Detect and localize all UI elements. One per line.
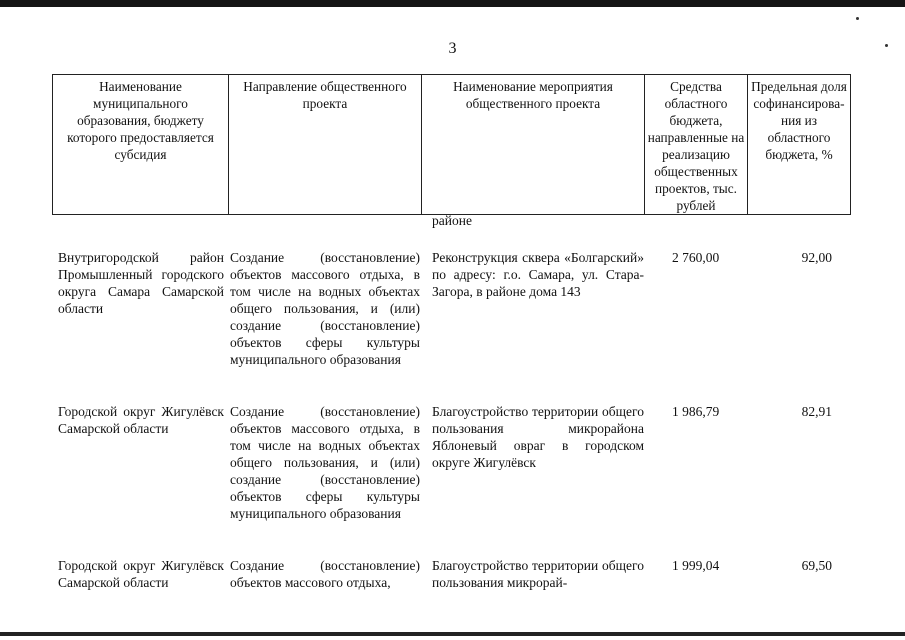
header-event: Наименование мероприятия общественного проекта bbox=[422, 75, 645, 215]
header-share: Предельная доля софинансирования из областного бюджета, % bbox=[748, 75, 851, 215]
scan-top-border bbox=[0, 0, 905, 7]
scan-speck bbox=[856, 17, 859, 20]
row-share: 92,00 bbox=[801, 250, 832, 265]
scan-bottom-border bbox=[0, 632, 905, 636]
row-event: Реконструкция сквера «Болгарский» по адресу: г.о. Самара, ул. Стара-Загора, в районе дома 143 bbox=[432, 250, 644, 299]
continuation-text: районе bbox=[432, 213, 472, 228]
row-municipality: Городской округ Жигулёвск Самарской области bbox=[58, 558, 224, 590]
row-amount: 2 760,00 bbox=[672, 250, 720, 265]
row-amount: 1 999,04 bbox=[672, 558, 720, 573]
row-direction: Создание (восстановление) объектов массового отдыха, в том числе на водных объектах общего пользования, и (или) создание (восстановление) объектов сферы культуры муниципального образования bbox=[230, 404, 420, 521]
row-direction: Создание (восстановление) объектов массового отдыха, bbox=[230, 558, 420, 590]
header-municipality: Наименование муниципального образования, бюджету которого предоставляется субсидия bbox=[53, 75, 229, 215]
row-share: 69,50 bbox=[801, 558, 832, 573]
row-municipality: Городской округ Жигулёвск Самарской области bbox=[58, 404, 224, 436]
row-share: 82,91 bbox=[801, 404, 832, 419]
page-number: 3 bbox=[448, 40, 457, 57]
row-event: Благоустройство территории общего пользования микрорайона Яблоневый овраг в городском округе Жигулёвск bbox=[432, 404, 644, 470]
header-amount: Средства областного бюджета, направленные на реализацию общественных проектов, тыс. рублей bbox=[645, 75, 748, 215]
row-amount: 1 986,79 bbox=[672, 404, 720, 419]
table-header bbox=[52, 74, 851, 215]
row-municipality: Внутригородской район Промышленный городского округа Самара Самарской области bbox=[58, 250, 224, 316]
row-event: Благоустройство территории общего пользования микрорай- bbox=[432, 558, 644, 590]
row-direction: Создание (восстановление) объектов массового отдыха, в том числе на водных объектах общего пользования, и (или) создание (восстановление) объектов сферы культуры муниципального образования bbox=[230, 250, 420, 367]
header-direction: Направление общественного проекта bbox=[229, 75, 422, 215]
